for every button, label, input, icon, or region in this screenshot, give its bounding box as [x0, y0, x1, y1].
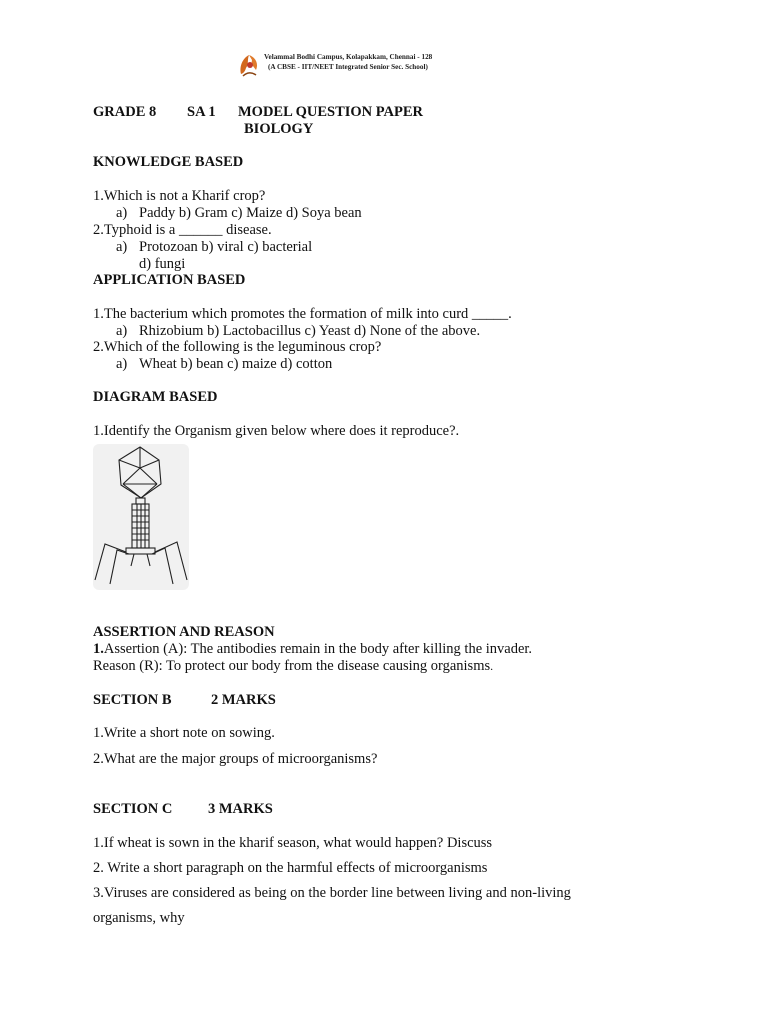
- section-b-title: SECTION B: [93, 692, 172, 708]
- application-question-2: 2.Which of the following is the leguminous crop?: [93, 339, 382, 355]
- knowledge-question-2: 2.Typhoid is a ______ disease.: [93, 222, 272, 238]
- section-c-question-2: 2. Write a short paragraph on the harmful effects of microorganisms: [93, 860, 488, 876]
- sa-label: SA 1: [187, 104, 216, 120]
- section-b-question-2: 2.What are the major groups of microorganisms?: [93, 751, 378, 767]
- knowledge-heading: KNOWLEDGE BASED: [93, 154, 244, 170]
- diagram-heading: DIAGRAM BASED: [93, 389, 218, 405]
- reason-line: [93, 658, 493, 675]
- section-c-question-1: 1.If wheat is sown in the kharif season, what would happen? Discuss: [93, 835, 493, 851]
- reason-end: .: [490, 659, 494, 673]
- knowledge-q2-options-cont: d) fungi: [139, 256, 186, 272]
- application-q2-options: Wheat b) bean c) maize d) cotton: [139, 356, 333, 372]
- knowledge-question-1: 1.Which is not a Kharif crop?: [93, 188, 266, 204]
- section-c-question-3-cont: organisms, why: [93, 910, 185, 926]
- knowledge-q2-options: Protozoan b) viral c) bacterial: [139, 239, 313, 255]
- option-marker: a): [116, 323, 128, 339]
- diagram-question-1: 1.Identify the Organism given below where does it reproduce?.: [93, 423, 460, 439]
- section-c-question-3: 3.Viruses are considered as being on the border line between living and non-living: [93, 885, 571, 901]
- section-b-marks: 2 MARKS: [211, 692, 276, 708]
- reason-text: Reason (R): To protect our body from the disease causing organisms: [93, 658, 491, 674]
- application-q1-options: Rhizobium b) Lactobacillus c) Yeast d) None of the above.: [139, 323, 481, 339]
- assertion-number: 1.: [93, 641, 104, 657]
- option-marker: a): [116, 356, 128, 372]
- subject-title: BIOLOGY: [244, 121, 314, 137]
- section-c-marks: 3 MARKS: [208, 801, 273, 817]
- school-emblem-icon: [237, 52, 261, 78]
- paper-title: MODEL QUESTION PAPER: [238, 104, 424, 120]
- school-affiliation-line: (A CBSE - IIT/NEET Integrated Senior Sec. School): [268, 63, 428, 71]
- knowledge-q1-options: Paddy b) Gram c) Maize d) Soya bean: [139, 205, 362, 221]
- grade-label: GRADE 8: [93, 104, 157, 120]
- section-b-question-1: 1.Write a short note on sowing.: [93, 725, 275, 741]
- option-marker: a): [116, 205, 128, 221]
- assertion-heading: ASSERTION AND REASON: [93, 624, 275, 640]
- application-heading: APPLICATION BASED: [93, 272, 246, 288]
- bacteriophage-figure: [93, 444, 189, 590]
- application-question-1: 1.The bacterium which promotes the formation of milk into curd _____.: [93, 306, 512, 322]
- school-name: [264, 52, 432, 72]
- assertion-line: [93, 641, 532, 658]
- option-marker: a): [116, 239, 128, 255]
- bacteriophage-illustration: [93, 444, 189, 590]
- assertion-text: Assertion (A): The antibodies remain in the body after killing the invader.: [103, 641, 533, 657]
- section-c-title: SECTION C: [93, 801, 173, 817]
- school-name-line1: Velammal Bodhi Campus, Kolapakkam, Chennai - 128: [264, 53, 433, 61]
